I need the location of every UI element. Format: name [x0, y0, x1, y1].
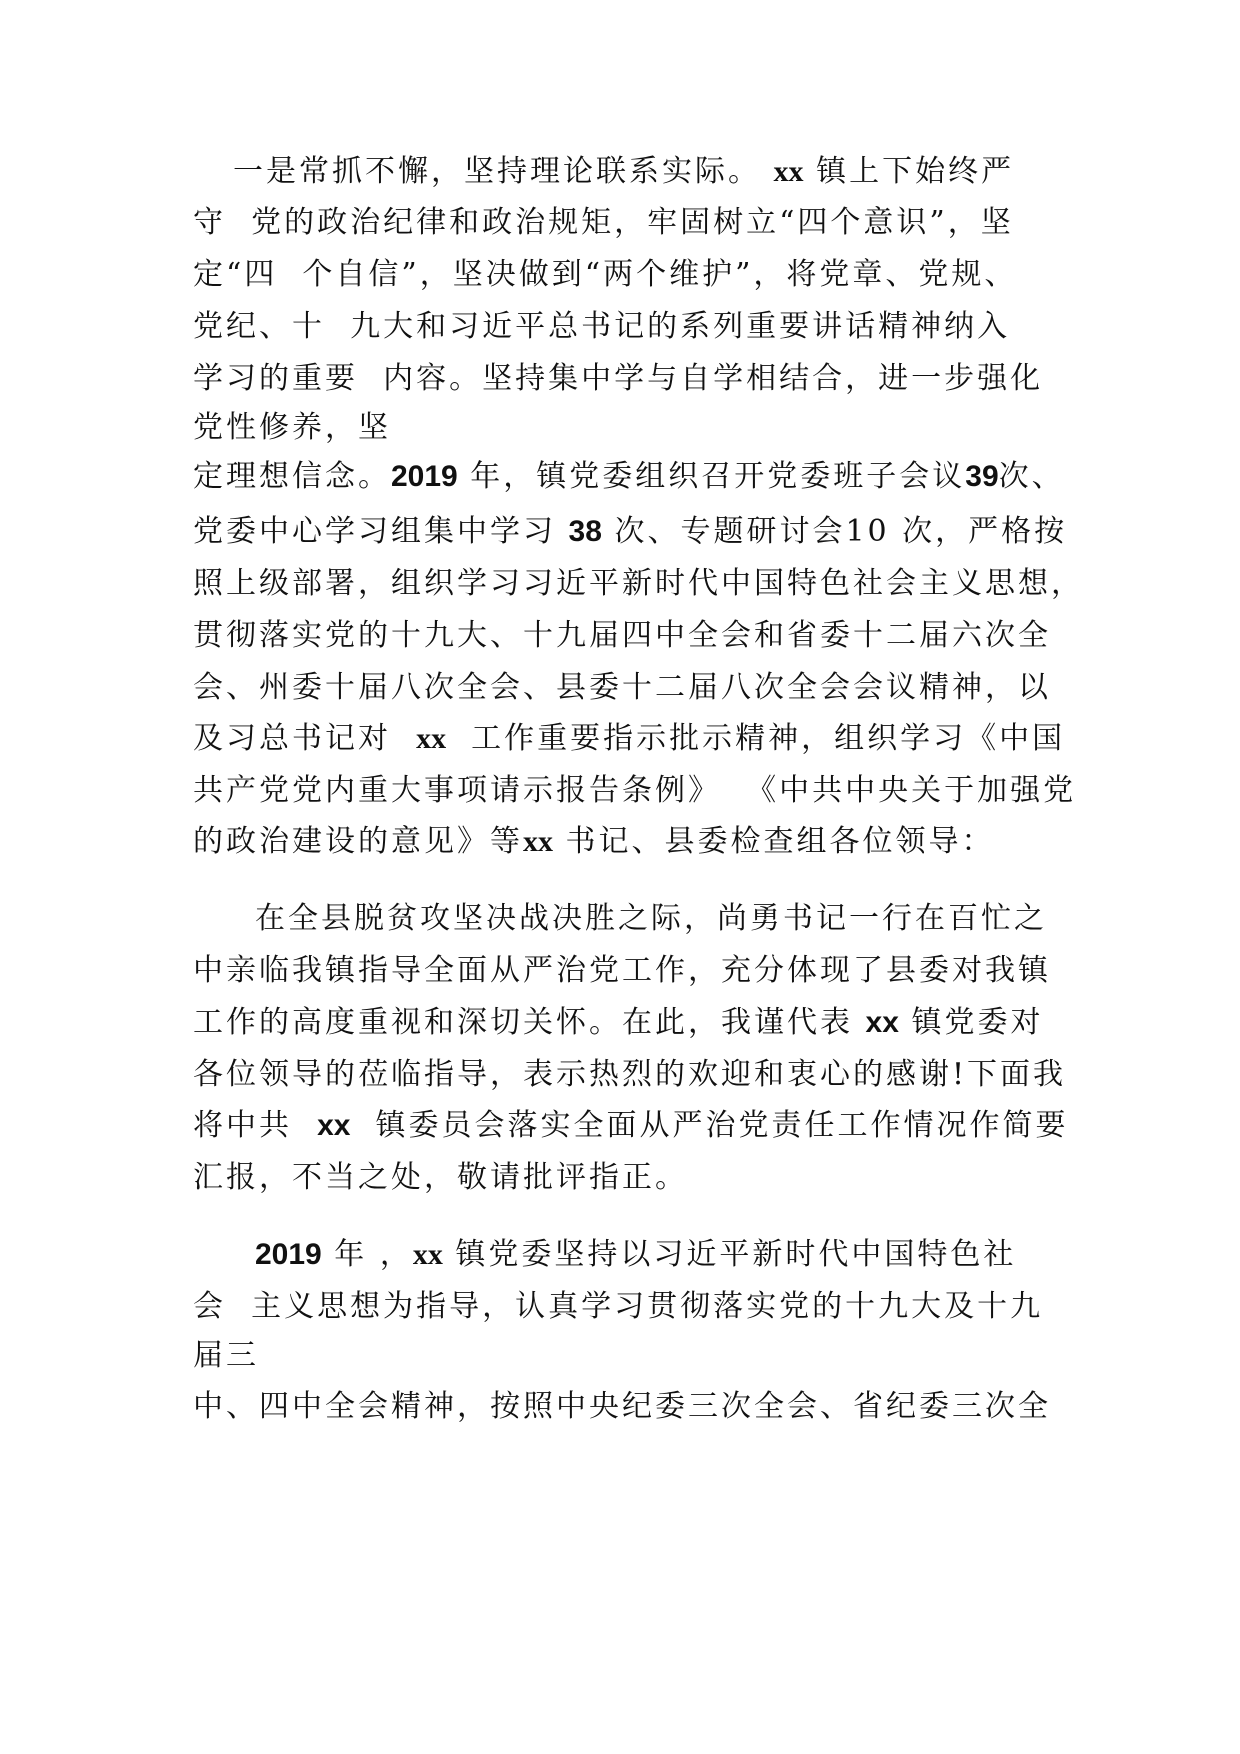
text-line-23: 届三	[193, 1338, 259, 1373]
text-line-15: 在全县脱贫攻坚决战决胜之际，尚勇书记一行在百忙之	[255, 901, 1047, 936]
text-line-4: 党纪、十 九大和习近平总书记的系列重要讲话精神纳入	[193, 309, 1011, 344]
text-line-10: 贯彻落实党的十九大、十九届四中全会和省委十二届六次全	[193, 618, 1051, 653]
text-line-5: 学习的重要 内容。坚持集中学与自学相结合，进一步强化	[193, 361, 1044, 396]
text-line-14: 的政治建设的意见》等xx 书记、县委检查组各位领导：	[193, 824, 995, 859]
text-line-1: 一是常抓不懈，坚持理论联系实际。 xx 镇上下始终严	[233, 154, 1015, 189]
text-line-7: 定理想信念。2019 年，镇党委组织召开党委班子会议39次、	[193, 459, 1065, 494]
text-line-18: 各位领导的莅临指导，表示热烈的欢迎和衷心的感谢!下面我	[193, 1057, 1067, 1092]
text-line-12: 及习总书记对 xx 工作重要指示批示精神，组织学习《中国	[193, 721, 1066, 756]
text-line-6: 党性修养，坚	[193, 410, 391, 445]
text-line-16: 中亲临我镇指导全面从严治党工作，充分体现了县委对我镇	[193, 953, 1051, 988]
text-line-21: 2019 年 ，xx 镇党委坚持以习近平新时代中国特色社	[255, 1237, 1017, 1272]
text-line-11: 会、州委十届八次全会、县委十二届八次全会会议精神，以	[193, 670, 1051, 705]
text-line-19: 将中共 xx 镇委员会落实全面从严治党责任工作情况作简要	[193, 1108, 1069, 1143]
text-line-3: 定“四 个自信”，坚决做到“两个维护”，将党章、党规、	[193, 257, 1018, 292]
text-line-13: 共产党党内重大事项请示报告条例》 《中共中央关于加强党	[193, 773, 1077, 808]
text-line-9: 照上级部署，组织学习习近平新时代中国特色社会主义思想，	[193, 566, 1084, 601]
text-line-2: 守 党的政治纪律和政治规矩，牢固树立“四个意识”，坚	[193, 205, 1014, 240]
text-line-8: 党委中心学习组集中学习 38 次、专题研讨会10 次，严格按	[193, 514, 1068, 549]
text-line-20: 汇报，不当之处，敬请批评指正。	[193, 1160, 688, 1195]
text-line-24: 中、四中全会精神，按照中央纪委三次全会、省纪委三次全	[193, 1389, 1051, 1424]
text-line-22: 会 主义思想为指导，认真学习贯彻落实党的十九大及十九	[193, 1289, 1044, 1324]
text-line-17: 工作的高度重视和深切关怀。在此，我谨代表 xx 镇党委对	[193, 1005, 1044, 1040]
